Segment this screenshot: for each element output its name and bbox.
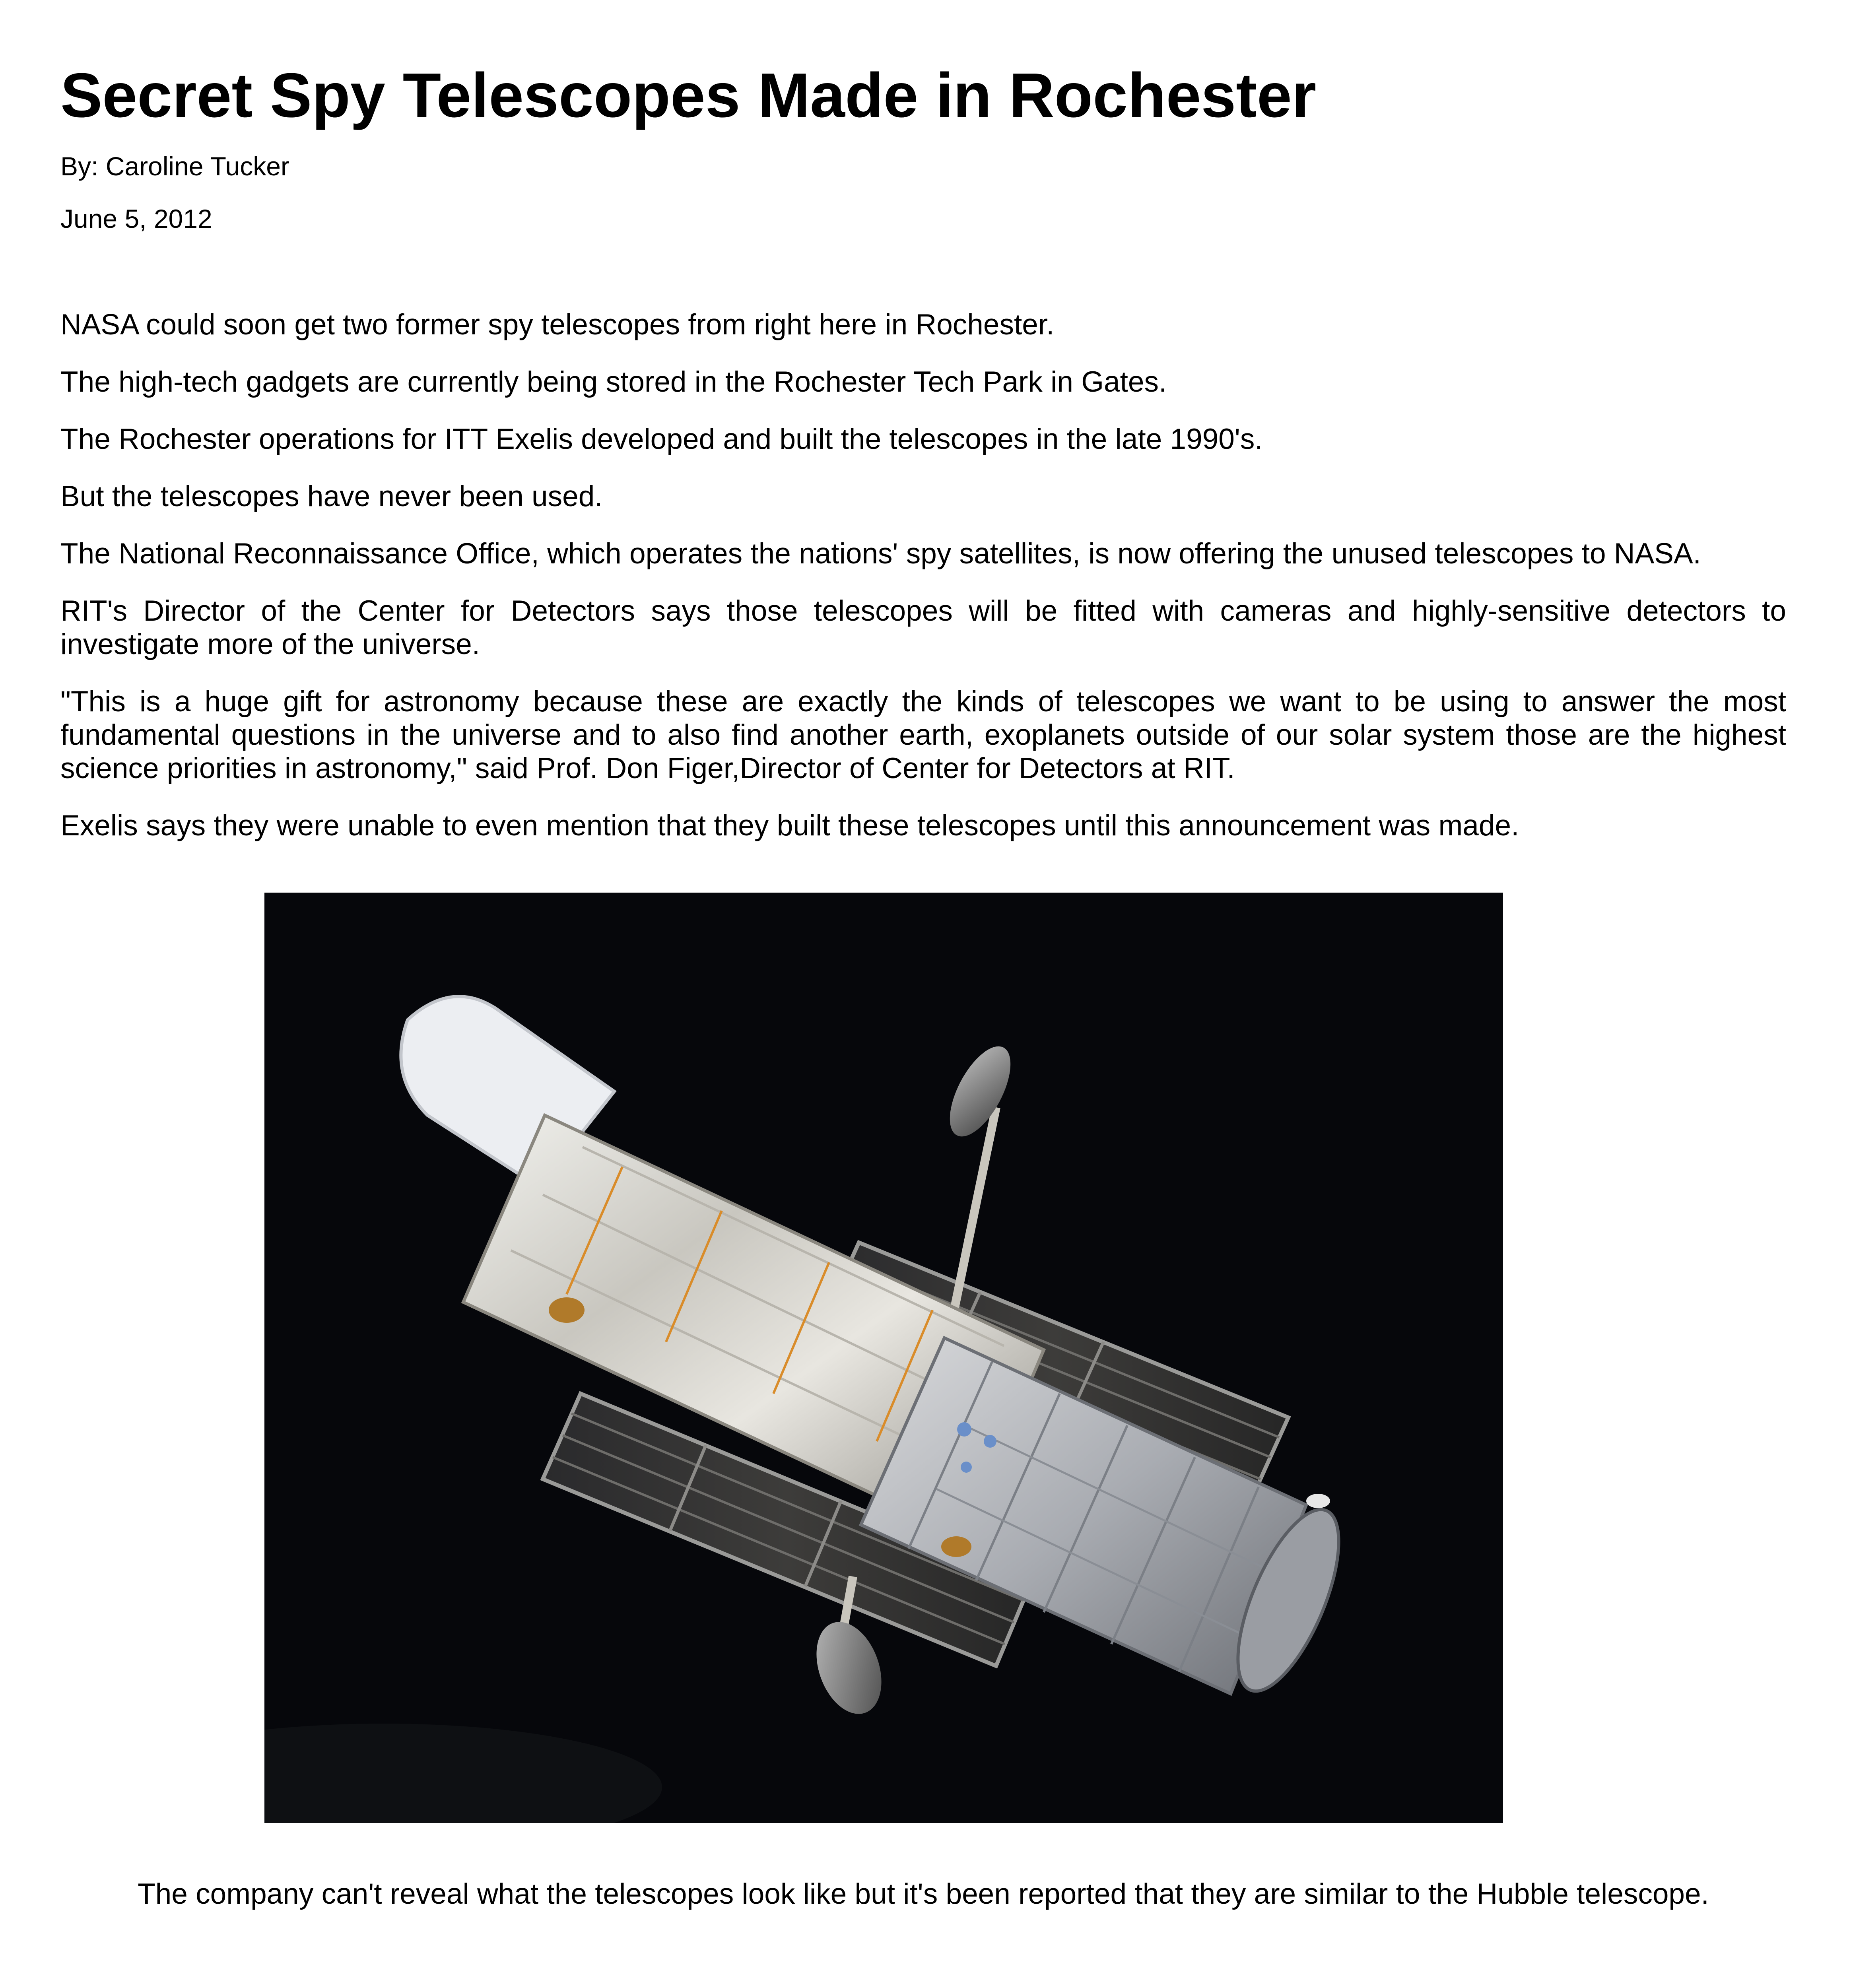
article-paragraph: NASA could soon get two former spy telescopes from right here in Rochester. <box>60 309 1055 341</box>
article-paragraph: RIT's Director of the Center for Detectors says those telescopes will be fitted with cameras and highly-sensitive detectors to investigate more of the universe. <box>60 595 1786 660</box>
article-paragraph: Exelis says they were unable to even mention that they built these telescopes until this announcement was made. <box>60 810 1519 842</box>
image-caption: The company can't reveal what the telescopes look like but it's been reported that they are similar to the Hubble telescope. <box>138 1878 1709 1910</box>
article-date: June 5, 2012 <box>60 204 212 233</box>
article-paragraph: The high-tech gadgets are currently being stored in the Rochester Tech Park in Gates. <box>60 366 1167 398</box>
article-paragraph: The Rochester operations for ITT Exelis developed and built the telescopes in the late 1990's. <box>60 423 1263 455</box>
article-paragraph: "This is a huge gift for astronomy because these are exactly the kinds of telescopes we want to be using to answer the most fundamental questions in the universe and to also find another earth, exoplanets outside of our solar system those are the highest science priorities in astronomy," said Prof. Don Figer,Director of Center for Detectors at RIT. <box>60 685 1786 784</box>
article-body <box>60 308 1786 866</box>
hubble-telescope-photo <box>264 893 1503 1823</box>
article-paragraph: But the telescopes have never been used. <box>60 480 603 513</box>
article-title: Secret Spy Telescopes Made in Rochester <box>60 60 1317 130</box>
article-paragraph: The National Reconnaissance Office, which operates the nations' spy satellites, is now offering the unused telescopes to NASA. <box>60 538 1701 570</box>
article-byline: By: Caroline Tucker <box>60 151 289 181</box>
telescope-illustration <box>264 893 1503 1823</box>
